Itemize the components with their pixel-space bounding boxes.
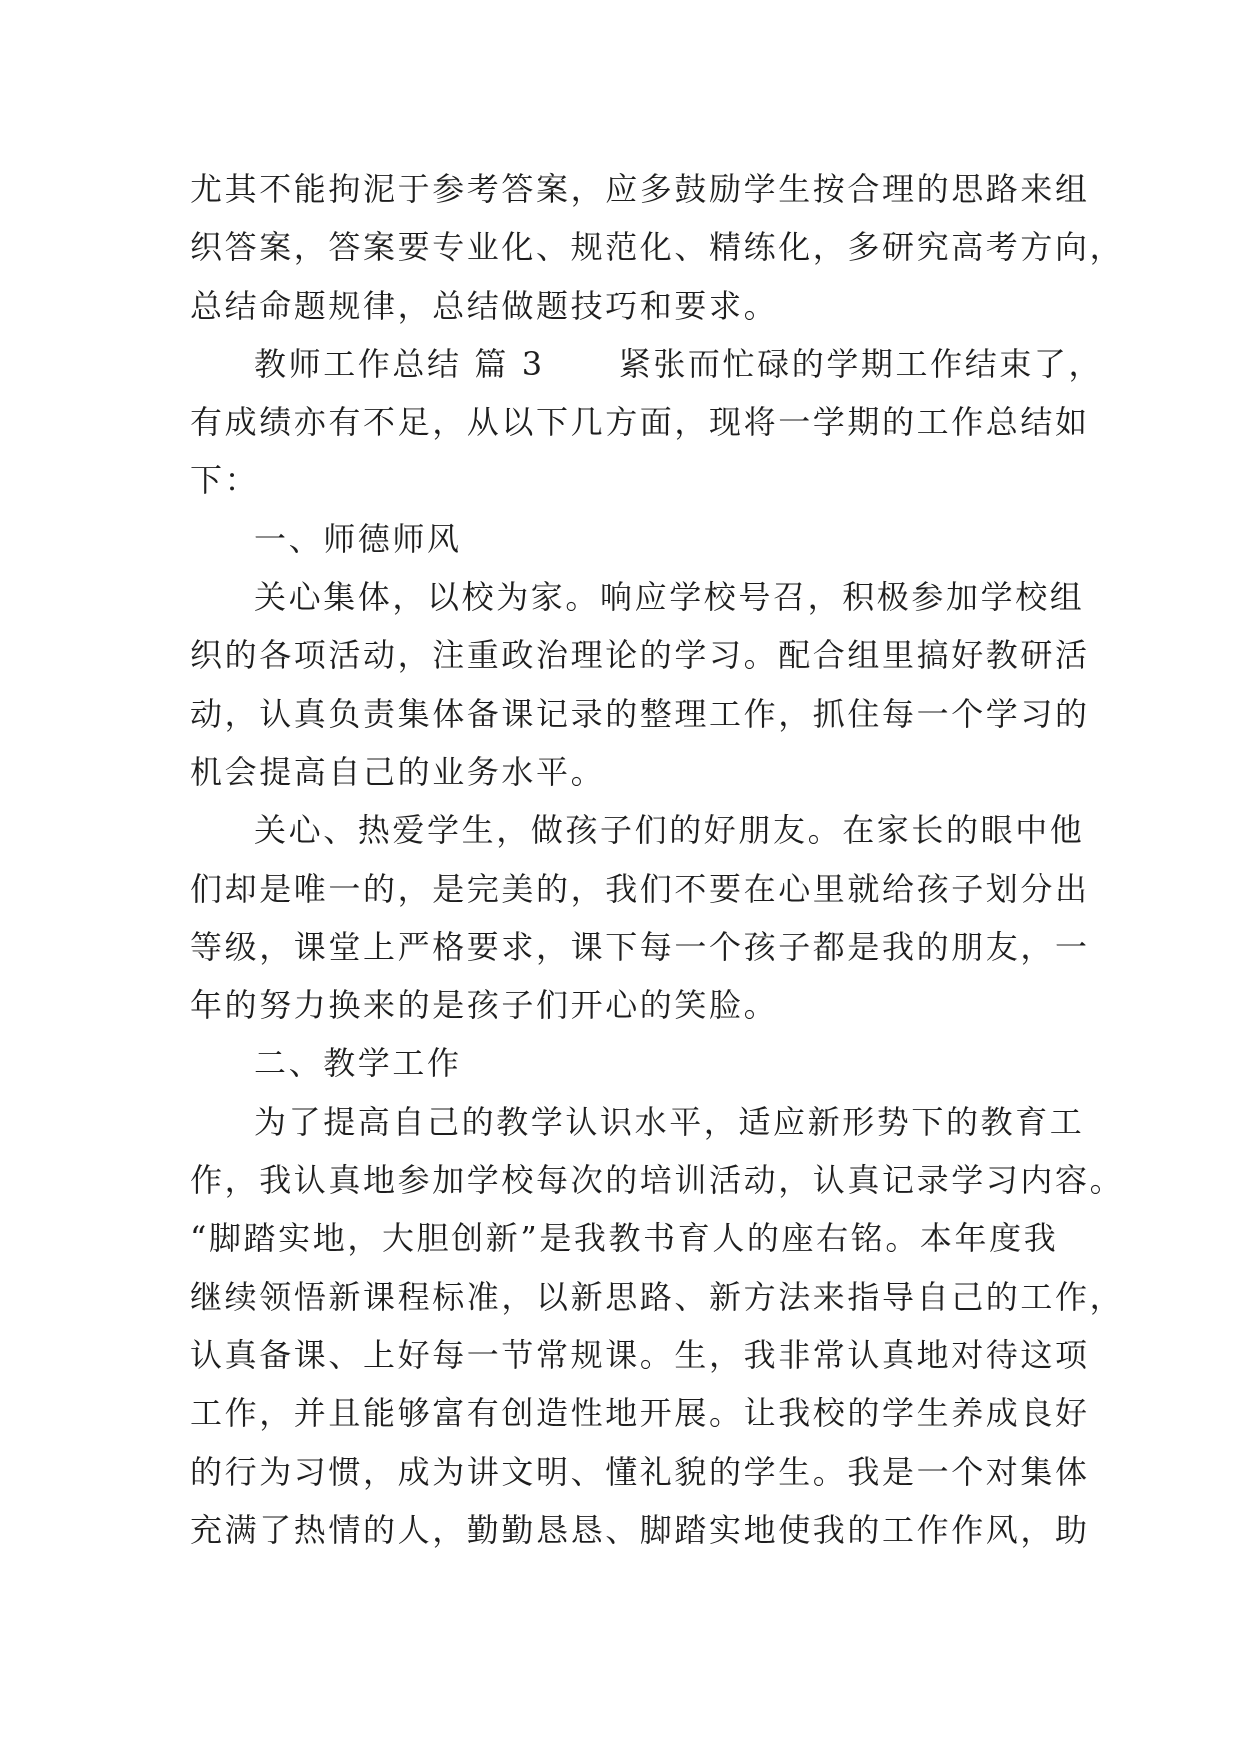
intro-paragraph <box>190 160 1125 335</box>
paragraph-1 <box>190 568 1090 801</box>
section-title: 教师工作总结 <box>254 344 462 383</box>
heading-2 <box>190 1034 1070 1092</box>
paragraph-2 <box>190 801 1090 1034</box>
text-line: 年的努力换来的是孩子们开心的笑脸。 <box>190 986 779 1025</box>
text-line: 关心集体，以校为家。响应学校号召，积极参加学校组 <box>254 578 1085 617</box>
text-line: 充满了热情的人，勤勤恳恳、脚踏实地使我的工作作风，助 <box>190 1510 1090 1549</box>
text-line: 们却是唯一的，是完美的，我们不要在心里就给孩子划分出 <box>190 869 1090 908</box>
text-line: 尤其不能拘泥于参考答案，应多鼓励学生按合理的思路来组 <box>190 170 1090 208</box>
text-line: 下： <box>190 461 260 500</box>
section-heading-line <box>190 335 1104 393</box>
text-line: 作，我认真地参加学校每次的培训活动，认真记录学习内容。 <box>190 1161 1125 1200</box>
section-part-number: 篇 3 <box>474 344 545 383</box>
section-heading-paragraph <box>190 335 1104 510</box>
text-line: 织答案，答案要专业化、规范化、精练化，多研究高考方向， <box>190 228 1125 267</box>
text-line: 等级，课堂上严格要求，课下每一个孩子都是我的朋友，一 <box>190 927 1090 966</box>
heading-2-text: 二、教学工作 <box>254 1044 462 1083</box>
text-line: 动，认真负责集体备课记录的整理工作，抓住每一个学习的 <box>190 694 1090 733</box>
text-line: 有成绩亦有不足，从以下几方面，现将一学期的工作总结如 <box>190 403 1090 442</box>
paragraph-3 <box>190 1093 1125 1559</box>
text-line: 织的各项活动，注重政治理论的学习。配合组里搞好教研活 <box>190 636 1090 675</box>
text-line: 的行为习惯，成为讲文明、懂礼貌的学生。我是一个对集体 <box>190 1452 1090 1491</box>
text-line: 为了提高自己的教学认识水平，适应新形势下的教育工 <box>254 1102 1085 1141</box>
document-body <box>190 160 1125 1559</box>
heading-1-text: 一、师德师风 <box>254 519 462 558</box>
section-first-line-text: 紧张而忙碌的学期工作结束了， <box>618 344 1104 383</box>
text-line: 继续领悟新课程标准，以新思路、新方法来指导自己的工作， <box>190 1277 1125 1316</box>
text-line: 总结命题规律，总结做题技巧和要求。 <box>190 286 779 325</box>
text-line: “脚踏实地，大胆创新”是我教书育人的座右铭。本年度我 <box>190 1219 1059 1258</box>
text-line: 认真备课、上好每一节常规课。生，我非常认真地对待这项 <box>190 1335 1090 1374</box>
text-line: 工作，并且能够富有创造性地开展。让我校的学生养成良好 <box>190 1394 1090 1433</box>
heading-1 <box>190 510 1070 568</box>
text-line: 关心、热爱学生，做孩子们的好朋友。在家长的眼中他 <box>254 811 1085 850</box>
text-line: 机会提高自己的业务水平。 <box>190 752 606 791</box>
